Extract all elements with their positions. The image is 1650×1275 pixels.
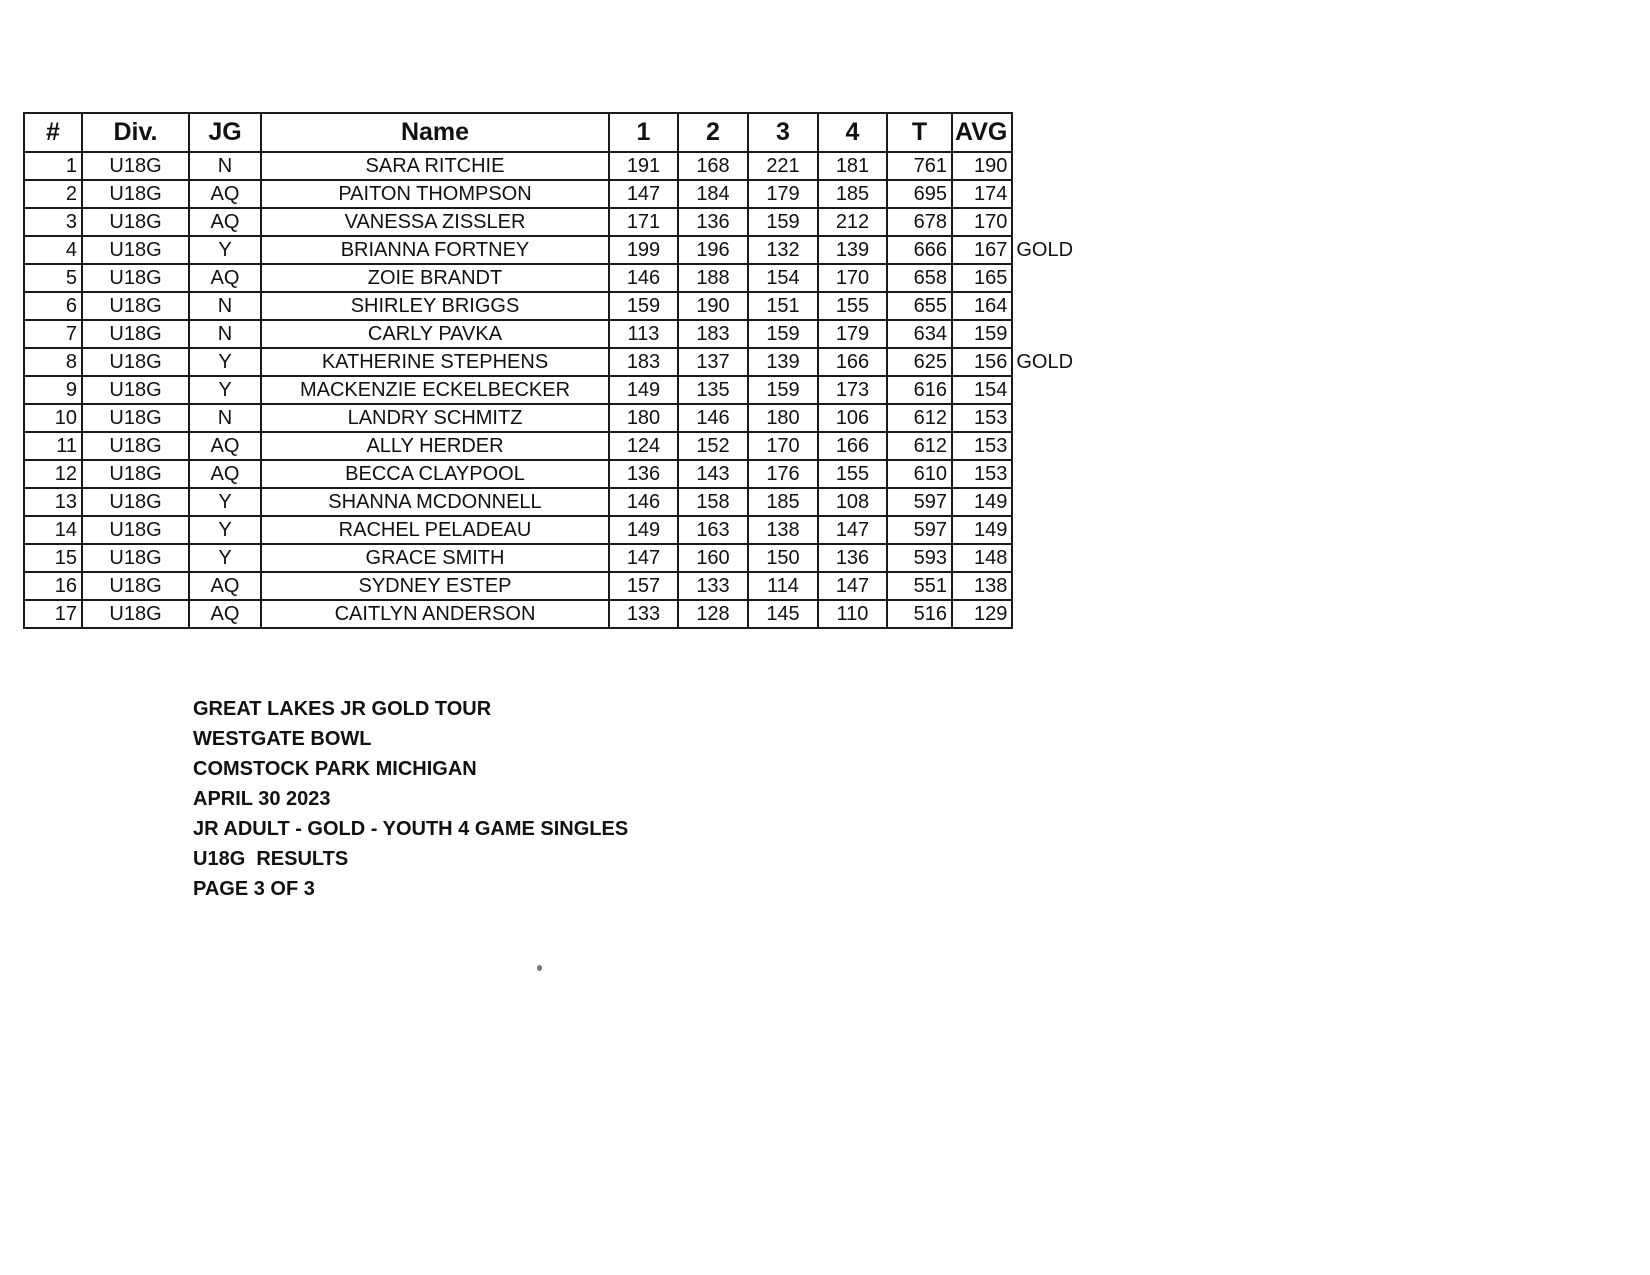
- cell-jg: Y: [189, 236, 261, 264]
- cell-total: 610: [887, 460, 952, 488]
- cell-jg: N: [189, 404, 261, 432]
- cell-game-3: 159: [748, 320, 818, 348]
- cell-name: SARA RITCHIE: [261, 152, 609, 180]
- cell-average: 149: [952, 516, 1012, 544]
- cell-average: 153: [952, 404, 1012, 432]
- header-game-2: 2: [678, 113, 748, 152]
- cell-game-4: 173: [818, 376, 887, 404]
- cell-jg: AQ: [189, 180, 261, 208]
- cell-rank: 17: [24, 600, 82, 628]
- cell-division: U18G: [82, 348, 189, 376]
- cell-division: U18G: [82, 600, 189, 628]
- event-location: COMSTOCK PARK MICHIGAN: [193, 758, 477, 780]
- cell-game-1: 147: [609, 544, 678, 572]
- header-game-3: 3: [748, 113, 818, 152]
- cell-jg: Y: [189, 516, 261, 544]
- cell-game-2: 184: [678, 180, 748, 208]
- cell-game-3: 145: [748, 600, 818, 628]
- cell-rank: 2: [24, 180, 82, 208]
- cell-game-2: 128: [678, 600, 748, 628]
- cell-game-2: 190: [678, 292, 748, 320]
- cell-award: [1012, 488, 1092, 516]
- cell-game-4: 147: [818, 572, 887, 600]
- cell-game-2: 146: [678, 404, 748, 432]
- cell-game-2: 152: [678, 432, 748, 460]
- table-row: [24, 180, 1092, 208]
- header-game-4: 4: [818, 113, 887, 152]
- cell-award: GOLD: [1016, 350, 1074, 373]
- cell-award: [1012, 460, 1092, 488]
- cell-game-1: 171: [609, 208, 678, 236]
- cell-game-2: 135: [678, 376, 748, 404]
- cell-game-3: 221: [748, 152, 818, 180]
- cell-jg: N: [189, 320, 261, 348]
- event-results-title: U18G RESULTS: [193, 848, 349, 870]
- cell-award: [1012, 572, 1092, 600]
- cell-award: [1012, 264, 1092, 292]
- cell-game-1: 136: [609, 460, 678, 488]
- event-page-number: PAGE 3 OF 3: [193, 878, 315, 900]
- cell-total: 616: [887, 376, 952, 404]
- cell-game-1: 146: [609, 488, 678, 516]
- cell-jg: AQ: [189, 572, 261, 600]
- header-award-spacer: [1012, 113, 1092, 152]
- cell-award: [1012, 208, 1092, 236]
- cell-name: CARLY PAVKA: [261, 320, 609, 348]
- cell-rank: 12: [24, 460, 82, 488]
- cell-game-2: 188: [678, 264, 748, 292]
- cell-rank: 3: [24, 208, 82, 236]
- cell-award: [1012, 152, 1092, 180]
- table-row: [24, 460, 1092, 488]
- cell-game-4: 181: [818, 152, 887, 180]
- cell-jg: AQ: [189, 208, 261, 236]
- cell-total: 678: [887, 208, 952, 236]
- cell-division: U18G: [82, 264, 189, 292]
- cell-rank: 8: [24, 348, 82, 376]
- cell-game-3: 176: [748, 460, 818, 488]
- cell-game-3: 154: [748, 264, 818, 292]
- table-row: [24, 544, 1092, 572]
- event-venue: WESTGATE BOWL: [193, 728, 372, 750]
- cell-division: U18G: [82, 152, 189, 180]
- cell-division: U18G: [82, 208, 189, 236]
- cell-division: U18G: [82, 404, 189, 432]
- cell-rank: 15: [24, 544, 82, 572]
- cell-game-3: 138: [748, 516, 818, 544]
- cell-total: 761: [887, 152, 952, 180]
- cell-total: 612: [887, 404, 952, 432]
- cell-total: 625: [887, 348, 952, 376]
- cell-game-1: 199: [609, 236, 678, 264]
- cell-jg: AQ: [189, 600, 261, 628]
- cell-game-4: 147: [818, 516, 887, 544]
- cell-name: ZOIE BRANDT: [261, 264, 609, 292]
- cell-game-4: 212: [818, 208, 887, 236]
- cell-name: SYDNEY ESTEP: [261, 572, 609, 600]
- cell-average: 159: [952, 320, 1012, 348]
- cell-award: [1012, 320, 1092, 348]
- cell-game-2: 196: [678, 236, 748, 264]
- cell-name: MACKENZIE ECKELBECKER: [261, 376, 609, 404]
- cell-average: 165: [952, 264, 1012, 292]
- table-row: [24, 376, 1092, 404]
- cell-game-3: 150: [748, 544, 818, 572]
- cell-game-4: 136: [818, 544, 887, 572]
- cell-division: U18G: [82, 236, 189, 264]
- cell-average: 190: [952, 152, 1012, 180]
- cell-name: RACHEL PELADEAU: [261, 516, 609, 544]
- table-row: [24, 600, 1092, 628]
- cell-game-4: 170: [818, 264, 887, 292]
- cell-average: 153: [952, 432, 1012, 460]
- cell-division: U18G: [82, 572, 189, 600]
- table-row: [24, 208, 1092, 236]
- table-row: [24, 292, 1092, 320]
- cell-game-1: 124: [609, 432, 678, 460]
- cell-jg: Y: [189, 376, 261, 404]
- table-row: [24, 488, 1092, 516]
- cell-name: PAITON THOMPSON: [261, 180, 609, 208]
- cell-game-3: 114: [748, 572, 818, 600]
- cell-game-4: 185: [818, 180, 887, 208]
- cell-game-4: 155: [818, 460, 887, 488]
- cell-game-3: 132: [748, 236, 818, 264]
- cell-game-4: 166: [818, 432, 887, 460]
- cell-average: 148: [952, 544, 1012, 572]
- cell-game-3: 159: [748, 208, 818, 236]
- cell-division: U18G: [82, 376, 189, 404]
- cell-game-1: 159: [609, 292, 678, 320]
- table-row: [24, 572, 1092, 600]
- cell-rank: 5: [24, 264, 82, 292]
- event-category: JR ADULT - GOLD - YOUTH 4 GAME SINGLES: [193, 818, 629, 840]
- cell-award: GOLD: [1016, 238, 1074, 261]
- cell-average: 129: [952, 600, 1012, 628]
- cell-division: U18G: [82, 180, 189, 208]
- cell-division: U18G: [82, 544, 189, 572]
- cell-award: [1012, 432, 1092, 460]
- cell-jg: N: [189, 152, 261, 180]
- cell-game-1: 149: [609, 516, 678, 544]
- cell-jg: AQ: [189, 264, 261, 292]
- cell-average: 167: [952, 236, 1012, 264]
- header-name: Name: [261, 113, 609, 152]
- cell-average: 174: [952, 180, 1012, 208]
- cell-name: SHIRLEY BRIGGS: [261, 292, 609, 320]
- cell-rank: 4: [24, 236, 82, 264]
- table-row: [24, 516, 1092, 544]
- header-game-1: 1: [609, 113, 678, 152]
- cell-total: 612: [887, 432, 952, 460]
- cell-game-4: 155: [818, 292, 887, 320]
- cell-division: U18G: [82, 320, 189, 348]
- cell-total: 593: [887, 544, 952, 572]
- cell-game-4: 179: [818, 320, 887, 348]
- cell-rank: 14: [24, 516, 82, 544]
- event-tour-name: GREAT LAKES JR GOLD TOUR: [193, 698, 492, 720]
- cell-game-3: 159: [748, 376, 818, 404]
- cell-rank: 11: [24, 432, 82, 460]
- cell-game-2: 143: [678, 460, 748, 488]
- cell-game-2: 136: [678, 208, 748, 236]
- cell-game-3: 139: [748, 348, 818, 376]
- cell-division: U18G: [82, 432, 189, 460]
- cell-game-2: 160: [678, 544, 748, 572]
- cell-game-3: 179: [748, 180, 818, 208]
- cell-game-4: 106: [818, 404, 887, 432]
- cell-average: 170: [952, 208, 1012, 236]
- cell-total: 551: [887, 572, 952, 600]
- cell-average: 164: [952, 292, 1012, 320]
- cell-average: 156: [952, 348, 1012, 376]
- header-average: AVG: [952, 113, 1012, 152]
- table-row: [24, 404, 1092, 432]
- results-body: [24, 152, 1092, 628]
- cell-award: [1012, 544, 1092, 572]
- table-row: [24, 264, 1092, 292]
- cell-game-1: 183: [609, 348, 678, 376]
- cell-rank: 7: [24, 320, 82, 348]
- table-row: [24, 348, 1092, 376]
- cell-game-2: 158: [678, 488, 748, 516]
- cell-game-1: 133: [609, 600, 678, 628]
- scan-speck: [537, 965, 542, 971]
- cell-total: 666: [887, 236, 952, 264]
- event-info: [193, 694, 628, 904]
- cell-total: 655: [887, 292, 952, 320]
- cell-game-1: 147: [609, 180, 678, 208]
- cell-award: [1012, 600, 1092, 628]
- cell-average: 154: [952, 376, 1012, 404]
- event-date: APRIL 30 2023: [193, 788, 331, 810]
- cell-average: 149: [952, 488, 1012, 516]
- cell-name: KATHERINE STEPHENS: [261, 348, 609, 376]
- cell-game-2: 168: [678, 152, 748, 180]
- cell-total: 516: [887, 600, 952, 628]
- header-jg: JG: [189, 113, 261, 152]
- cell-game-4: 166: [818, 348, 887, 376]
- cell-game-2: 163: [678, 516, 748, 544]
- cell-game-4: 108: [818, 488, 887, 516]
- cell-game-1: 146: [609, 264, 678, 292]
- cell-division: U18G: [82, 516, 189, 544]
- cell-game-1: 157: [609, 572, 678, 600]
- cell-rank: 10: [24, 404, 82, 432]
- cell-name: SHANNA MCDONNELL: [261, 488, 609, 516]
- cell-jg: N: [189, 292, 261, 320]
- cell-name: ALLY HERDER: [261, 432, 609, 460]
- cell-award: [1012, 292, 1092, 320]
- cell-game-2: 133: [678, 572, 748, 600]
- results-table: [23, 112, 1093, 629]
- cell-name: GRACE SMITH: [261, 544, 609, 572]
- cell-award: [1012, 404, 1092, 432]
- cell-average: 138: [952, 572, 1012, 600]
- cell-name: BECCA CLAYPOOL: [261, 460, 609, 488]
- cell-name: CAITLYN ANDERSON: [261, 600, 609, 628]
- cell-game-3: 180: [748, 404, 818, 432]
- cell-game-4: 139: [818, 236, 887, 264]
- cell-game-2: 137: [678, 348, 748, 376]
- header-division: Div.: [82, 113, 189, 152]
- cell-rank: 16: [24, 572, 82, 600]
- header-rank: #: [24, 113, 82, 152]
- table-row: [24, 152, 1092, 180]
- table-row: [24, 320, 1092, 348]
- cell-total: 634: [887, 320, 952, 348]
- cell-rank: 9: [24, 376, 82, 404]
- cell-average: 153: [952, 460, 1012, 488]
- cell-jg: Y: [189, 544, 261, 572]
- header-row: [24, 113, 1092, 152]
- cell-division: U18G: [82, 460, 189, 488]
- cell-total: 597: [887, 488, 952, 516]
- cell-award: [1012, 376, 1092, 404]
- cell-total: 658: [887, 264, 952, 292]
- cell-game-4: 110: [818, 600, 887, 628]
- cell-game-1: 113: [609, 320, 678, 348]
- cell-game-3: 170: [748, 432, 818, 460]
- cell-award: [1012, 516, 1092, 544]
- cell-jg: AQ: [189, 432, 261, 460]
- cell-name: VANESSA ZISSLER: [261, 208, 609, 236]
- cell-game-3: 151: [748, 292, 818, 320]
- cell-rank: 6: [24, 292, 82, 320]
- cell-name: BRIANNA FORTNEY: [261, 236, 609, 264]
- cell-game-1: 180: [609, 404, 678, 432]
- cell-game-1: 149: [609, 376, 678, 404]
- table-row: [24, 432, 1092, 460]
- cell-jg: Y: [189, 348, 261, 376]
- cell-division: U18G: [82, 292, 189, 320]
- cell-name: LANDRY SCHMITZ: [261, 404, 609, 432]
- cell-total: 597: [887, 516, 952, 544]
- cell-game-2: 183: [678, 320, 748, 348]
- cell-jg: Y: [189, 488, 261, 516]
- header-total: T: [887, 113, 952, 152]
- cell-rank: 13: [24, 488, 82, 516]
- cell-award: [1012, 180, 1092, 208]
- table-row: [24, 236, 1092, 264]
- cell-jg: AQ: [189, 460, 261, 488]
- cell-total: 695: [887, 180, 952, 208]
- cell-rank: 1: [24, 152, 82, 180]
- cell-game-3: 185: [748, 488, 818, 516]
- cell-game-1: 191: [609, 152, 678, 180]
- cell-division: U18G: [82, 488, 189, 516]
